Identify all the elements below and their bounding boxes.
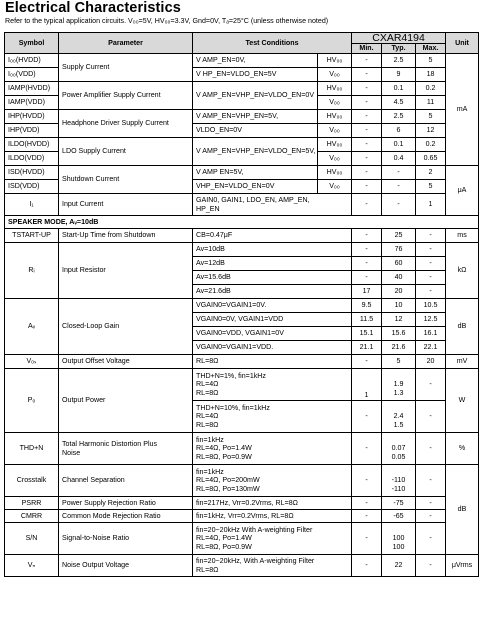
rail-cell: V₀₀ (318, 180, 352, 194)
typ-line: 100 (392, 542, 405, 551)
typ-cell: 9 (382, 68, 416, 82)
typ-cell: 60 (382, 257, 416, 271)
condition-cell: Av=15.6dB (193, 271, 352, 285)
page-title: Electrical Characteristics (5, 0, 181, 16)
unit-cell: ms (446, 229, 479, 243)
table-row (5, 138, 479, 152)
symbol-cell: Vₒₛ (5, 355, 59, 369)
unit-cell: kΩ (446, 243, 479, 299)
symbol-cell: ILDO(VDD) (5, 152, 59, 166)
typ-cell: 2.5 (382, 110, 416, 124)
parameter-cell: Input Resistor (59, 243, 193, 299)
typ-cell: - (382, 180, 416, 194)
typ-cell: 25 (382, 229, 416, 243)
typ-cell: 2.5 (382, 54, 416, 68)
min-cell: - (352, 433, 382, 465)
max-cell: - (416, 257, 446, 271)
parameter-line: Noise (62, 448, 81, 457)
table-row (5, 465, 479, 497)
table-row (5, 243, 479, 257)
table-row (5, 110, 479, 124)
header-max: Max. (416, 44, 446, 54)
typ-cell: 20 (382, 285, 416, 299)
typ-cell: -65 (382, 510, 416, 523)
symbol-cell: IHP(VDD) (5, 124, 59, 138)
max-cell: 0.2 (416, 82, 446, 96)
rail-cell: HV₀₀ (318, 166, 352, 180)
max-cell: - (416, 555, 446, 577)
symbol-cell: IAMP(HVDD) (5, 82, 59, 96)
min-cell: - (352, 497, 382, 510)
typ-cell (382, 369, 416, 401)
symbol-cell: PSRR (5, 497, 59, 510)
header-test-conditions: Test Conditions (193, 33, 352, 54)
typ-line: -110 (391, 476, 406, 485)
typ-line: 1.3 (393, 388, 404, 397)
table-row (5, 299, 479, 313)
condition-cell (193, 194, 352, 216)
min-cell: - (352, 124, 382, 138)
max-cell: 20 (416, 355, 446, 369)
condition-line: RL=4Ω (196, 380, 219, 389)
unit-cell: μVrms (446, 555, 479, 577)
typ-cell: 0.1 (382, 82, 416, 96)
table-header-row (5, 33, 479, 44)
symbol-cell: Crosstalk (5, 465, 59, 497)
max-cell: 12.5 (416, 313, 446, 327)
min-cell: - (352, 96, 382, 110)
min-cell: 9.5 (352, 299, 382, 313)
min-cell: - (352, 194, 382, 216)
rail-cell: HV₀₀ (318, 82, 352, 96)
min-cell: 17 (352, 285, 382, 299)
condition-cell: V AMP EN=5V, (193, 166, 318, 180)
header-part-number: CXAR4194 (352, 33, 446, 44)
table-row (5, 54, 479, 68)
unit-cell: W (446, 369, 479, 433)
typ-cell: 10 (382, 299, 416, 313)
parameter-cell: Power Supply Rejection Ratio (59, 497, 193, 510)
typ-cell: 0.1 (382, 138, 416, 152)
table-row (5, 82, 479, 96)
min-cell: - (352, 271, 382, 285)
condition-cell: V AMP_EN=VHP_EN=VLDO_EN=0V (193, 82, 318, 110)
unit-cell: μA (446, 166, 479, 216)
min-cell: - (352, 257, 382, 271)
parameter-cell (59, 433, 193, 465)
min-cell: - (352, 180, 382, 194)
parameter-cell: Output Offset Voltage (59, 355, 193, 369)
condition-cell (193, 433, 352, 465)
typ-cell: - (382, 194, 416, 216)
symbol-cell: S/N (5, 523, 59, 555)
max-cell: 2 (416, 166, 446, 180)
condition-cell: VHP_EN=VLDO_EN=0V (193, 180, 318, 194)
typ-cell: 21.6 (382, 341, 416, 355)
table-row (5, 369, 479, 401)
condition-cell (193, 523, 352, 555)
condition-line: GAIN0, GAIN1, LDO_EN, AMP_EN, (196, 196, 310, 204)
condition-line: RL=8Ω (196, 388, 219, 397)
table-row (5, 497, 479, 510)
header-typ: Typ. (382, 44, 416, 54)
typ-line: 0.05 (391, 452, 406, 461)
parameter-cell: Signal-to-Noise Ratio (59, 523, 193, 555)
min-cell: - (352, 166, 382, 180)
table-row (5, 194, 479, 216)
symbol-cell: I₁ (5, 194, 59, 216)
table-row (5, 510, 479, 523)
condition-cell: fin=217Hz, Vrr=0.2Vrms, RL=8Ω (193, 497, 352, 510)
max-cell: 11 (416, 96, 446, 110)
condition-cell: V AMP_EN=VHP_EN=5V, (193, 110, 318, 124)
condition-line: RL=8Ω, Po=0.9W (196, 452, 252, 461)
table-row (5, 433, 479, 465)
max-cell: 10.5 (416, 299, 446, 313)
condition-line: HP_EN (196, 204, 220, 213)
min-cell: - (352, 152, 382, 166)
condition-cell: RL=8Ω (193, 355, 352, 369)
section-heading: SPEAKER MODE, Aᵥ=10dB (5, 216, 479, 229)
symbol-cell: Rᵢ (5, 243, 59, 299)
max-cell: 1 (416, 194, 446, 216)
typ-cell: 5 (382, 355, 416, 369)
condition-cell (193, 401, 352, 433)
condition-cell: fin=1kHz, Vrr=0.2Vrms, RL=8Ω (193, 510, 352, 523)
table-row (5, 355, 479, 369)
parameter-cell: LDO Supply Current (59, 138, 193, 166)
condition-cell: VGAIN0=0V, VGAIN1=VDD (193, 313, 352, 327)
header-unit: Unit (446, 33, 479, 54)
parameter-cell: Channel Separation (59, 465, 193, 497)
max-cell: - (416, 523, 446, 555)
typ-line: 1.9 (393, 380, 404, 389)
condition-line: THD+N=1%, fin=1kHz (196, 371, 266, 380)
condition-cell (193, 465, 352, 497)
condition-line: RL=8Ω (196, 420, 219, 429)
condition-cell: VLDO_EN=0V (193, 124, 318, 138)
typ-line: 2.4 (393, 412, 404, 421)
table-row (5, 229, 479, 243)
unit-cell: dB (446, 299, 479, 355)
min-cell: - (352, 68, 382, 82)
typ-line: 1.5 (393, 420, 404, 429)
max-cell: 5 (416, 54, 446, 68)
condition-line: RL=4Ω, Po=1.4W (196, 444, 252, 453)
condition-line: RL=4Ω (196, 412, 219, 421)
symbol-cell: ISD(HVDD) (5, 166, 59, 180)
page-subtitle: Refer to the typical application circuits. V₀₀=5V, HV₀₀=3.3V, Gnd=0V, Tₐ=25°C (unless otherwise noted) (5, 17, 329, 25)
rail-cell: V₀₀ (318, 124, 352, 138)
min-cell: - (352, 465, 382, 497)
max-cell: - (416, 369, 446, 401)
typ-cell: 12 (382, 313, 416, 327)
condition-cell: V AMP_EN=0V, (193, 54, 318, 68)
max-cell: 5 (416, 110, 446, 124)
min-cell: - (352, 355, 382, 369)
header-min: Min. (352, 44, 382, 54)
unit-cell: mV (446, 355, 479, 369)
max-cell: 22.1 (416, 341, 446, 355)
max-cell: - (416, 285, 446, 299)
condition-line: fin=20~20kHz, With A-weighting Filter (196, 557, 315, 565)
condition-line: RL=8Ω (196, 565, 219, 574)
min-cell: - (352, 243, 382, 257)
unit-cell: mA (446, 54, 479, 166)
min-cell: - (352, 510, 382, 523)
typ-cell: 4.5 (382, 96, 416, 110)
rail-cell: HV₀₀ (318, 138, 352, 152)
max-cell: - (416, 229, 446, 243)
parameter-cell: Output Power (59, 369, 193, 433)
typ-cell (382, 401, 416, 433)
max-cell: 16.1 (416, 327, 446, 341)
max-cell: - (416, 510, 446, 523)
condition-cell: V HP_EN=VLDO_EN=5V (193, 68, 318, 82)
condition-line: fin=1kHz (196, 467, 224, 476)
condition-line: RL=4Ω, Po=200mW (196, 476, 260, 485)
condition-cell (193, 555, 352, 577)
parameter-line: Total Harmonic Distortion Plus (62, 440, 158, 448)
condition-cell: VGAIN0=VGAIN1=0V. (193, 299, 352, 313)
rail-cell: V₀₀ (318, 68, 352, 82)
condition-cell (193, 369, 352, 401)
parameter-cell: Start-Up Time from Shutdown (59, 229, 193, 243)
typ-cell (382, 465, 416, 497)
parameter-cell: Headphone Driver Supply Current (59, 110, 193, 138)
typ-cell: 6 (382, 124, 416, 138)
min-cell: - (352, 138, 382, 152)
max-cell: - (416, 497, 446, 510)
section-row (5, 216, 479, 229)
typ-line: -110 (391, 484, 406, 493)
condition-cell: Av=21.6dB (193, 285, 352, 299)
max-cell: - (416, 433, 446, 465)
condition-cell: CB=0.47μF (193, 229, 352, 243)
condition-line: RL=8Ω, Po=130mW (196, 484, 260, 493)
symbol-cell: THD+N (5, 433, 59, 465)
min-cell: - (352, 401, 382, 433)
min-cell: 11.5 (352, 313, 382, 327)
max-cell: 0.2 (416, 138, 446, 152)
parameter-cell: Noise Output Voltage (59, 555, 193, 577)
max-cell: 12 (416, 124, 446, 138)
typ-line: 0.07 (391, 444, 406, 453)
typ-cell (382, 523, 416, 555)
condition-line: THD+N=10%, fin=1kHz (196, 403, 270, 412)
symbol-cell: IAMP(VDD) (5, 96, 59, 110)
max-cell: - (416, 271, 446, 285)
rail-cell: V₀₀ (318, 96, 352, 110)
condition-cell: V AMP_EN=VHP_EN=VLDO_EN=5V, (193, 138, 318, 166)
symbol-cell: ISD(VDD) (5, 180, 59, 194)
typ-line: 100 (392, 534, 405, 543)
max-cell: - (416, 243, 446, 257)
rail-cell: V₀₀ (318, 152, 352, 166)
min-cell: 15.1 (352, 327, 382, 341)
condition-cell: VGAIN0=VDD, VGAIN1=0V (193, 327, 352, 341)
rail-cell: HV₀₀ (318, 110, 352, 124)
symbol-cell: I₀₀(VDD) (5, 68, 59, 82)
parameter-cell: Closed-Loop Gain (59, 299, 193, 355)
condition-cell: Av=10dB (193, 243, 352, 257)
table-row (5, 555, 479, 577)
symbol-cell: Pₒ (5, 369, 59, 433)
typ-cell: 15.6 (382, 327, 416, 341)
min-cell: 1 (352, 369, 382, 401)
max-cell: 0.65 (416, 152, 446, 166)
min-cell: 21.1 (352, 341, 382, 355)
parameter-cell: Supply Current (59, 54, 193, 82)
condition-line: RL=4Ω, Po=1.4W (196, 534, 252, 543)
max-cell: - (416, 401, 446, 433)
typ-cell (382, 433, 416, 465)
typ-cell: 76 (382, 243, 416, 257)
electrical-characteristics-table (4, 32, 479, 577)
symbol-cell: IHP(HVDD) (5, 110, 59, 124)
typ-cell: 0.4 (382, 152, 416, 166)
condition-cell: VGAIN0=VGAIN1=VDD. (193, 341, 352, 355)
symbol-cell: I₀₀(HVDD) (5, 54, 59, 68)
typ-cell: 22 (382, 555, 416, 577)
min-cell: - (352, 110, 382, 124)
condition-line: RL=8Ω, Po=0.9W (196, 542, 252, 551)
symbol-cell: CMRR (5, 510, 59, 523)
parameter-cell: Power Amplifier Supply Current (59, 82, 193, 110)
header-symbol: Symbol (5, 33, 59, 54)
rail-cell: HV₀₀ (318, 54, 352, 68)
condition-line: fin=1kHz (196, 435, 224, 444)
table-row (5, 523, 479, 555)
condition-line: fin=20~20kHz With A-weighting Filter (196, 525, 313, 534)
min-cell: - (352, 555, 382, 577)
parameter-cell: Common Mode Rejection Ratio (59, 510, 193, 523)
header-parameter: Parameter (59, 33, 193, 54)
symbol-cell: Aᵥ (5, 299, 59, 355)
min-cell: - (352, 54, 382, 68)
typ-cell: 40 (382, 271, 416, 285)
table-row (5, 166, 479, 180)
min-cell: - (352, 229, 382, 243)
min-cell: - (352, 82, 382, 96)
unit-cell: dB (446, 465, 479, 555)
symbol-cell: Vₙ (5, 555, 59, 577)
min-cell: - (352, 523, 382, 555)
typ-cell: -75 (382, 497, 416, 510)
unit-cell: % (446, 433, 479, 465)
symbol-cell: ILDO(HVDD) (5, 138, 59, 152)
parameter-cell: Shutdown Current (59, 166, 193, 194)
max-cell: 5 (416, 180, 446, 194)
parameter-cell: Input Current (59, 194, 193, 216)
max-cell: 18 (416, 68, 446, 82)
condition-cell: Av=12dB (193, 257, 352, 271)
typ-cell: - (382, 166, 416, 180)
symbol-cell: TSTART-UP (5, 229, 59, 243)
max-cell: - (416, 465, 446, 497)
